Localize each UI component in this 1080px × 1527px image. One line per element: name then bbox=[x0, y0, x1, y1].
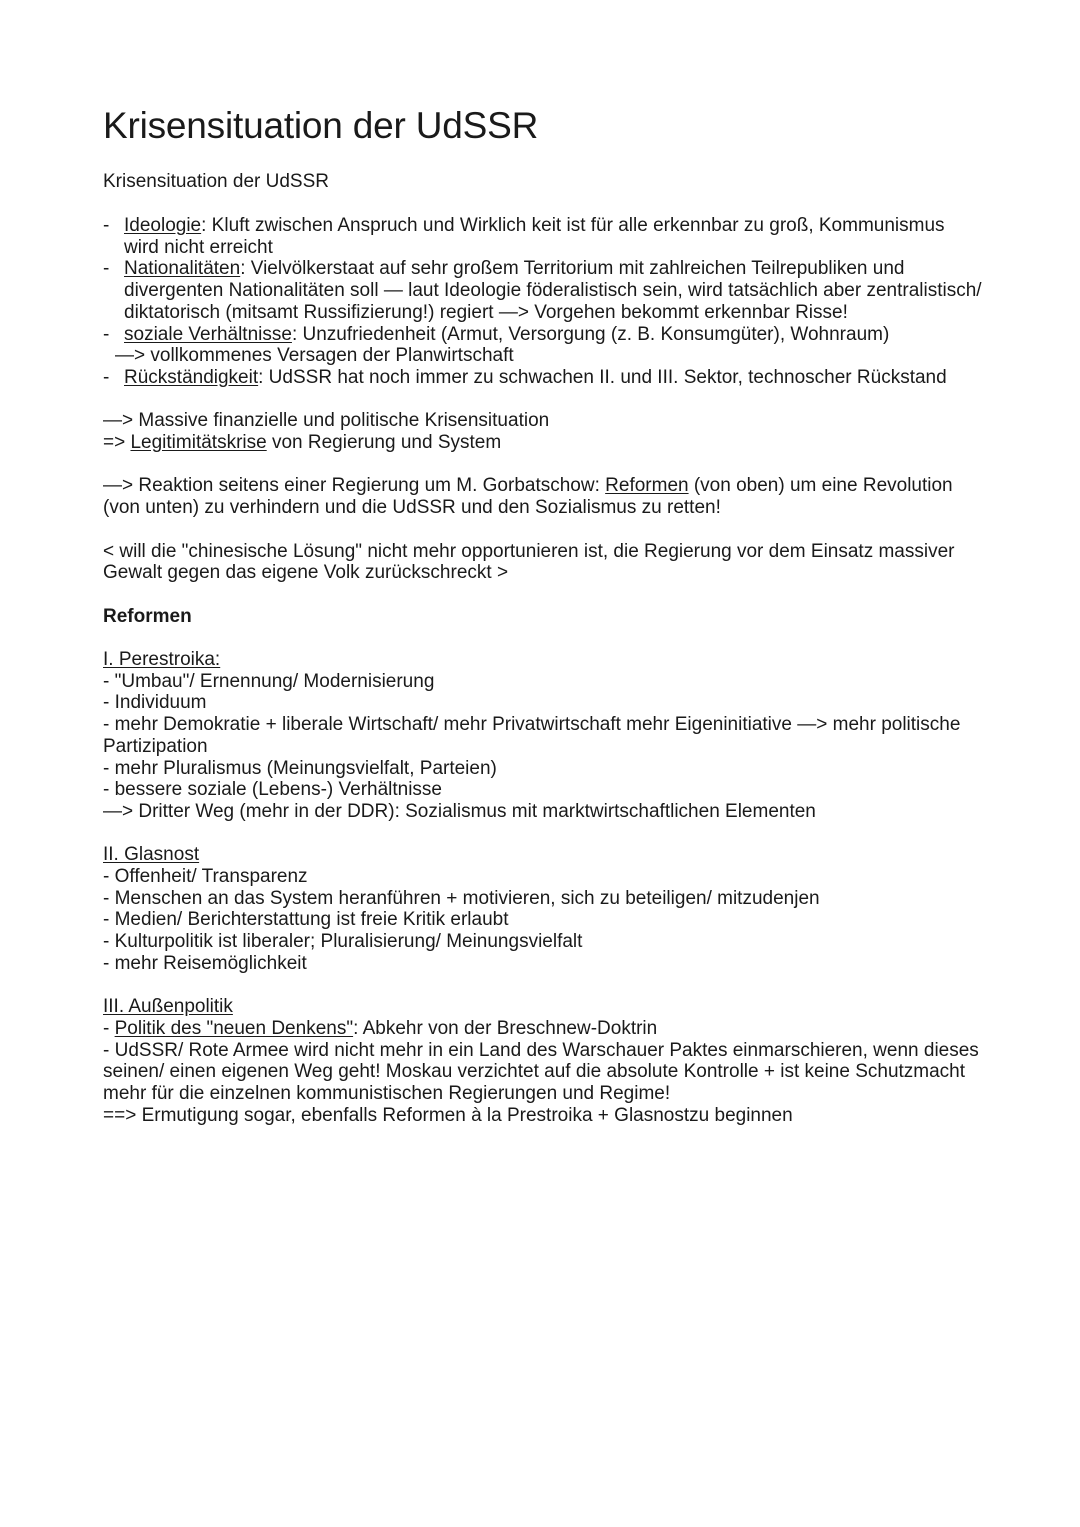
list-item bbox=[103, 367, 983, 389]
perestroika-heading: I. Perestroika: bbox=[103, 648, 221, 670]
social-consequence: —> vollkommenes Versagen der Planwirtschaft bbox=[115, 345, 514, 367]
list-item: - "Umbau"/ Ernennung/ Modernisierung bbox=[103, 670, 435, 692]
list-item: - mehr Demokratie + liberale Wirtschaft/ mehr Privatwirtschaft mehr Eigeninitiative —> mehr politische Partizipation bbox=[103, 714, 961, 757]
cause-term: soziale Verhältnisse bbox=[124, 323, 292, 345]
bullet-dash: - bbox=[103, 258, 110, 280]
reaction-paragraph: —> Reaktion seitens einer Regierung um M. Gorbatschow: Reformen (von oben) um eine Revolution (von unten) zu verhindern und die UdSSR und den Sozialismus zu retten! bbox=[103, 475, 953, 519]
list-item: - Individuum bbox=[103, 692, 207, 714]
result-line-1: —> Massive finanzielle und politische Krisensituation bbox=[103, 410, 550, 432]
list-item: - mehr Reisemöglichkeit bbox=[103, 952, 307, 974]
list-item: - UdSSR/ Rote Armee wird nicht mehr in ein Land des Warschauer Paktes einmarschieren, wenn dieses seinen/ einen eigenen Weg geht! Moskau verzichtet auf die absolute Kontrolle + ist keine Schutzmacht mehr für die einzelnen kommunistischen Regierungen und Regime! bbox=[103, 1039, 979, 1105]
page-title: Krisensituation der UdSSR bbox=[103, 105, 539, 146]
list-item: - bessere soziale (Lebens-) Verhältnisse bbox=[103, 779, 443, 801]
causes-list bbox=[103, 215, 983, 389]
reforms-heading: Reformen bbox=[103, 605, 192, 627]
list-item: - Medien/ Berichterstattung ist freie Kritik erlaubt bbox=[103, 909, 509, 931]
glasnost-section bbox=[103, 844, 983, 974]
reforms-term: Reformen bbox=[605, 475, 689, 497]
list-item: - Politik des "neuen Denkens": Abkehr von der Breschnew-Doktrin bbox=[103, 1017, 658, 1039]
cause-text: : UdSSR hat noch immer zu schwachen II. und III. Sektor, technoscher Rückstand bbox=[258, 366, 947, 388]
new-thinking-term: Politik des "neuen Denkens" bbox=[114, 1017, 354, 1039]
list-item bbox=[103, 215, 983, 258]
bullet-dash: - bbox=[103, 366, 110, 388]
cause-term: Nationalitäten bbox=[124, 258, 241, 280]
cause-term: Rückständigkeit bbox=[124, 366, 259, 388]
document-page bbox=[103, 100, 983, 1126]
aussenpolitik-section bbox=[103, 996, 983, 1126]
bullet-dash: - bbox=[103, 215, 110, 236]
page-subtitle: Krisensituation der UdSSR bbox=[103, 171, 329, 192]
cause-text: : Kluft zwischen Anspruch und Wirklich keit ist für alle erkennbar zu groß, Kommunismus wird nicht erreicht bbox=[124, 215, 945, 258]
list-item bbox=[103, 324, 983, 346]
list-item bbox=[103, 258, 983, 323]
glasnost-heading: II. Glasnost bbox=[103, 844, 200, 866]
aussenpolitik-heading: III. Außenpolitik bbox=[103, 996, 233, 1018]
cause-term: Ideologie bbox=[124, 215, 202, 236]
list-item: - mehr Pluralismus (Meinungsvielfalt, Parteien) bbox=[103, 757, 497, 779]
list-item: ==> Ermutigung sogar, ebenfalls Reformen à la Prestroika + Glasnostzu beginnen bbox=[103, 1104, 793, 1126]
list-item: —> Dritter Weg (mehr in der DDR): Sozialismus mit marktwirtschaftlichen Elementen bbox=[103, 800, 816, 822]
list-item: - Offenheit/ Transparenz bbox=[103, 866, 308, 887]
legitimacy-crisis-term: Legitimitätskrise bbox=[130, 432, 267, 454]
cause-text: : Vielvölkerstaat auf sehr großem Territorium mit zahlreichen Teilrepubliken und divergenten Nationalitäten soll — laut Ideologie föderalistisch sein, wird tatsächlich aber zentralistisch/ diktatorisch (mitsamt Russifizierung!) regiert —> Vorgehen bekommt erkennbar Risse! bbox=[124, 258, 982, 323]
bullet-dash: - bbox=[103, 323, 110, 345]
list-item: - Menschen an das System heranführen + motivieren, sich zu beteiligen/ mitzudenjen bbox=[103, 887, 820, 909]
result-line-2: => Legitimitätskrise von Regierung und System bbox=[103, 432, 502, 454]
cause-text: : Unzufriedenheit (Armut, Versorgung (z. B. Konsumgüter), Wohnraum) bbox=[291, 323, 890, 345]
note-paragraph: < will die "chinesische Lösung" nicht mehr opportunieren ist, die Regierung vor dem Einsatz massiver Gewalt gegen das eigene Volk zurückschreckt > bbox=[103, 540, 955, 584]
perestroika-section bbox=[103, 649, 983, 823]
list-item: - Kulturpolitik ist liberaler; Pluralisierung/ Meinungsvielfalt bbox=[103, 931, 583, 953]
